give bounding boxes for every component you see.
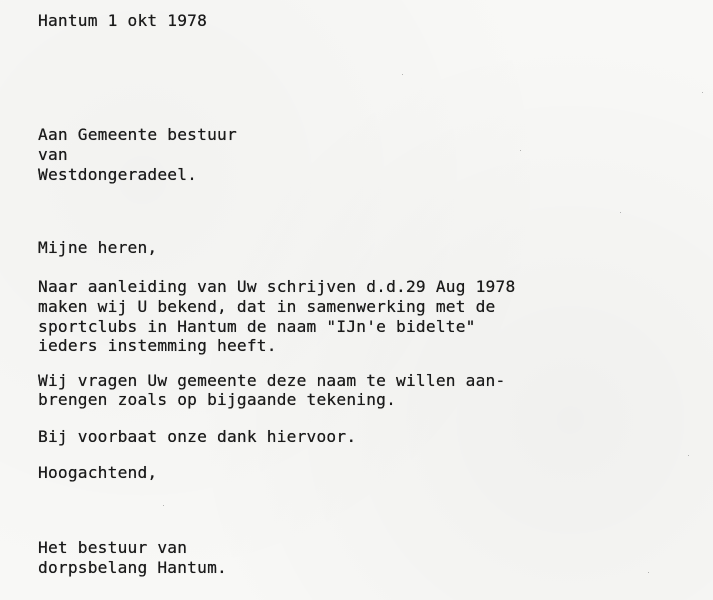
paragraph1-line-2: maken wij U bekend, dat in samenwerking met de [38, 297, 496, 316]
address-line-2: van [38, 145, 68, 164]
paper-speck [620, 212, 621, 213]
paper-speck [163, 505, 164, 506]
paragraph3: Bij voorbaat onze dank hiervoor. [38, 427, 357, 446]
paper-speck [688, 455, 689, 456]
paragraph1-line-3: sportclubs in Hantum de naam "IJn'e bidelte" [38, 317, 476, 336]
paper-speck [702, 92, 703, 93]
paragraph2-line-2: brengen zoals op bijgaande tekening. [38, 390, 397, 409]
paragraph2-line-1: Wij vragen Uw gemeente deze naam te willen aan- [38, 371, 506, 390]
paragraph1-line-1: Naar aanleiding van Uw schrijven d.d.29 Aug 1978 [38, 277, 516, 296]
paper-speck [648, 572, 649, 573]
closing: Hoogachtend, [38, 463, 158, 482]
paper-speck [520, 150, 521, 151]
address-line-3: Westdongeradeel. [38, 165, 198, 184]
paper-speck [402, 74, 403, 75]
address-line-1: Aan Gemeente bestuur [38, 125, 237, 144]
paragraph1-line-4: ieders instemming heeft. [38, 336, 277, 355]
salutation: Mijne heren, [38, 238, 158, 257]
signature-line-2: dorpsbelang Hantum. [38, 558, 227, 577]
date-line: Hantum 1 okt 1978 [38, 11, 208, 30]
signature-line-1: Het bestuur van [38, 538, 188, 557]
